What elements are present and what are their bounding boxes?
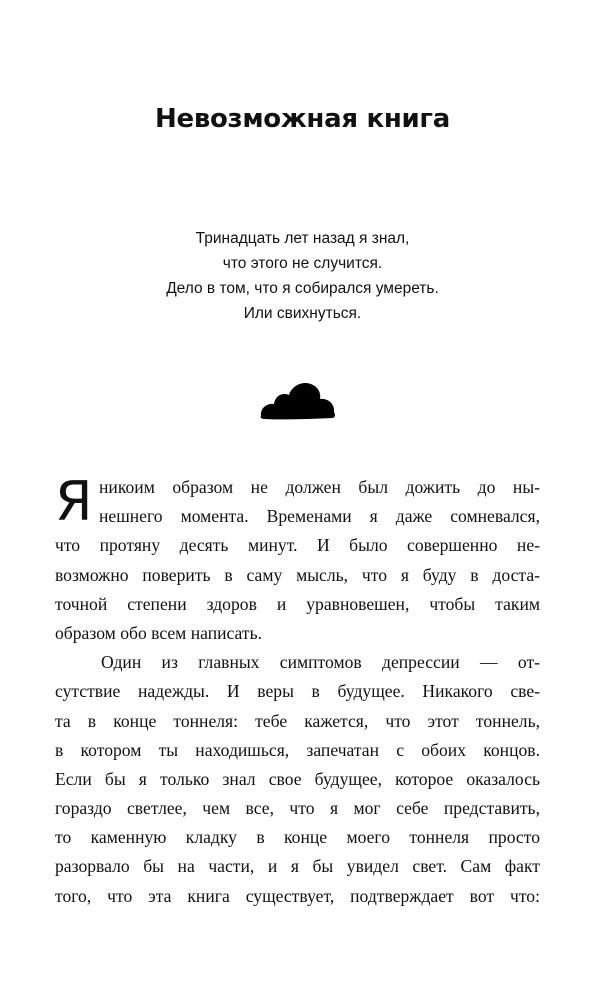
body-text [55, 470, 540, 911]
text-line: того, что эта книга существует, подтверждает вот что: [55, 885, 540, 906]
drop-cap: Я [55, 470, 93, 533]
text-line: никоим образом не должен был дожить до ны- [99, 477, 540, 497]
text-line: сутствие надежды. И веры в будущее. Никакого све- [55, 681, 540, 702]
text-line: то каменную кладку в конце моего тоннеля просто [55, 827, 540, 848]
text-line: разорвало бы на части, и я бы увидел свет. Сам факт [55, 856, 540, 877]
epigraph [0, 226, 605, 326]
text-line: та в конце тоннеля: тебе кажется, что этот тоннель, [55, 710, 540, 731]
text-line: Один из главных симптомов депрессии — от- [101, 652, 540, 673]
cloud-icon [258, 376, 338, 422]
epigraph-line: Дело в том, что я собирался умереть. [166, 280, 439, 297]
text-line: гораздо светлее, чем все, что я мог себе представить, [55, 798, 540, 819]
text-line: что протяну десять минут. И было совершенно не- [55, 535, 540, 556]
text-line: возможно поверить в саму мысль, что я буду в доста- [55, 564, 540, 585]
text-line: образом обо всем написать. [55, 622, 263, 643]
text-line: нешнего момента. Временами я даже сомневался, [99, 506, 540, 527]
epigraph-line: Тринадцать лет назад я знал, [195, 230, 410, 247]
epigraph-line: что этого не случится. [222, 255, 383, 272]
text-line: в котором ты находишься, запечатан с обоих концов. [55, 739, 540, 760]
text-line: точной степени здоров и уравновешен, чтобы таким [55, 593, 540, 614]
epigraph-line: Или свихнуться. [243, 305, 362, 322]
chapter-title: Невозможная книга [155, 104, 450, 134]
text-line: Если бы я только знал свое будущее, которое оказалось [55, 768, 540, 789]
